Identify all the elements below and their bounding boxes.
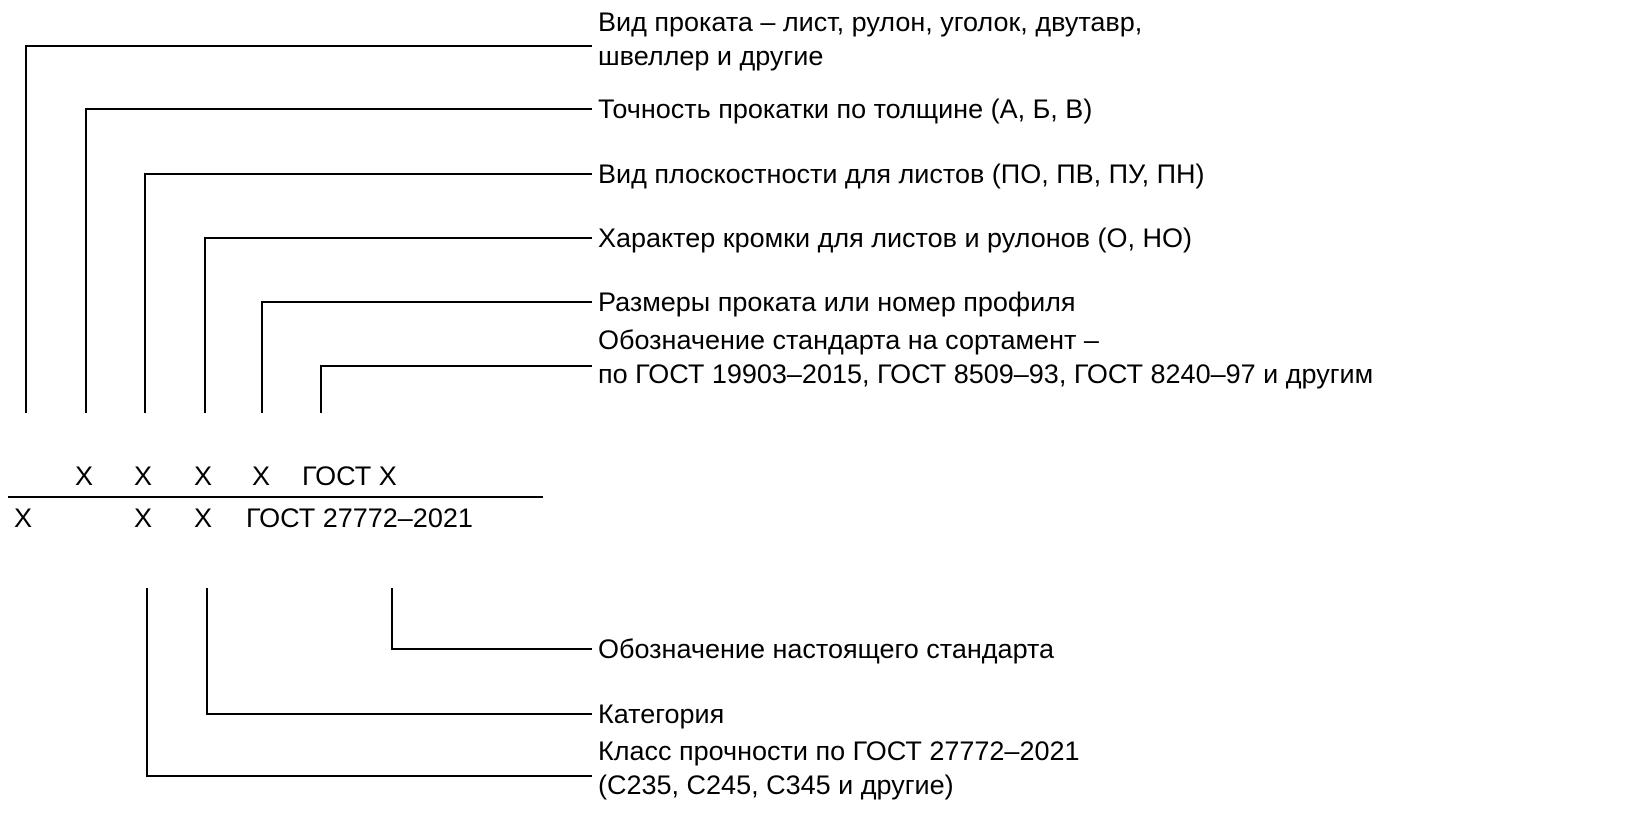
leader-assortment-standard xyxy=(321,366,592,413)
label-product-type-line-1: Вид проката – лист, рулон, уголок, двутавр, xyxy=(598,7,1143,37)
numerator-x-4: Х xyxy=(252,461,271,491)
leader-edge xyxy=(205,238,592,413)
label-category-line-1: Категория xyxy=(598,699,725,729)
leader-product-type xyxy=(26,46,592,413)
label-this-standard xyxy=(598,632,1054,666)
numerator-x-2: Х xyxy=(134,461,153,491)
label-dimensions xyxy=(598,285,1076,319)
label-flatness xyxy=(598,157,1205,191)
label-category xyxy=(598,697,724,731)
label-dimensions-line-1: Размеры проката или номер профиля xyxy=(598,287,1076,317)
denominator-x-3: Х xyxy=(194,503,213,533)
label-assortment-standard-line-1: Обозначение стандарта на сортамент – xyxy=(598,325,1099,355)
label-strength-class-line-1: Класс прочности по ГОСТ 27772–2021 xyxy=(598,736,1080,766)
label-product-type-line-2: швеллер и другие xyxy=(598,41,824,71)
leader-dimensions xyxy=(262,302,592,413)
leader-this-standard xyxy=(392,588,592,649)
label-edge-line-1: Характер кромки для листов и рулонов (О, НО) xyxy=(598,223,1192,253)
label-rolling-accuracy xyxy=(598,92,1092,126)
label-edge xyxy=(598,221,1192,255)
label-strength-class xyxy=(598,734,1080,802)
label-strength-class-line-2: (С235, С245, С345 и другие) xyxy=(598,770,954,800)
leader-category xyxy=(207,588,592,714)
denominator-x-2: Х xyxy=(134,503,153,533)
leader-rolling-accuracy xyxy=(86,109,592,413)
label-product-type xyxy=(598,5,1142,73)
leader-strength-class xyxy=(147,588,592,776)
denominator-x-1: Х xyxy=(14,503,33,533)
label-this-standard-line-1: Обозначение настоящего стандарта xyxy=(598,634,1055,664)
label-flatness-line-1: Вид плоскостности для листов (ПО, ПВ, ПУ, ПН) xyxy=(598,159,1205,189)
numerator-x-3: Х xyxy=(194,461,213,491)
leader-flatness xyxy=(145,174,592,413)
denominator-gost-27772: ГОСТ 27772–2021 xyxy=(246,503,473,533)
numerator-x-1: Х xyxy=(75,461,94,491)
label-assortment-standard-line-2: по ГОСТ 19903–2015, ГОСТ 8509–93, ГОСТ 8240–97 и другим xyxy=(598,359,1374,389)
label-rolling-accuracy-line-1: Точность прокатки по толщине (А, Б, В) xyxy=(598,94,1093,124)
numerator-gost-x: ГОСТ Х xyxy=(302,461,397,491)
label-assortment-standard xyxy=(598,323,1373,391)
